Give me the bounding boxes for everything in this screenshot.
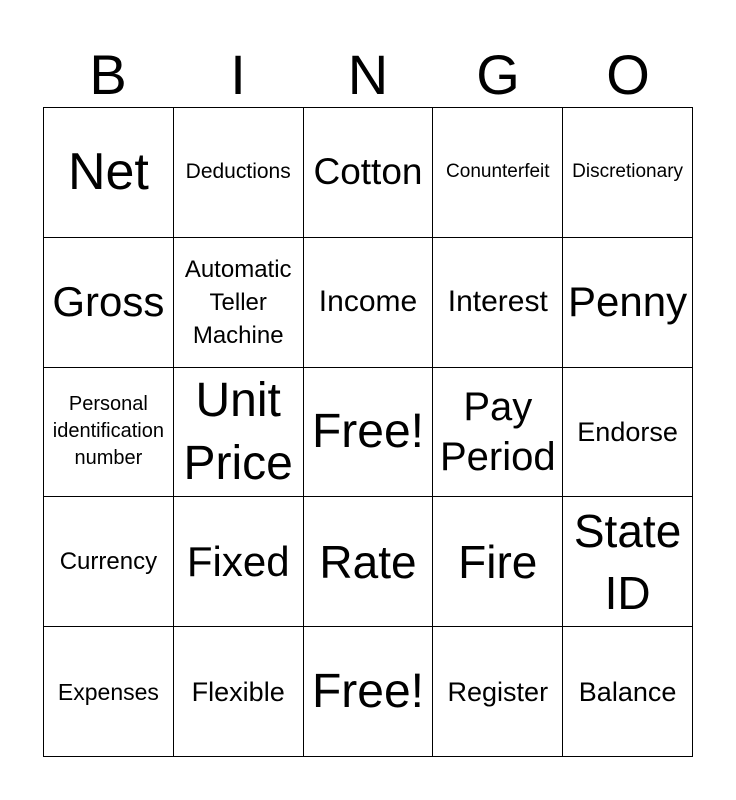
bingo-cell[interactable] <box>174 108 304 238</box>
bingo-cell[interactable] <box>304 108 434 238</box>
cell-label: Unit Price <box>183 373 293 490</box>
cell-label: Endorse <box>577 416 678 447</box>
cell-label: Discretionary <box>572 161 684 183</box>
cell-label: Income <box>318 285 418 319</box>
bingo-card <box>43 107 693 757</box>
header-letter-i: I <box>230 43 246 106</box>
bingo-cell[interactable] <box>563 497 693 627</box>
cell-label: State ID <box>573 504 682 619</box>
bingo-cell[interactable] <box>433 368 563 498</box>
bingo-cell[interactable] <box>44 108 174 238</box>
bingo-cell[interactable] <box>304 238 434 368</box>
cell-label: Fire <box>458 535 538 588</box>
header-letter-b: B <box>89 43 127 106</box>
cell-label: Penny <box>568 278 688 326</box>
bingo-cell[interactable] <box>174 627 304 757</box>
cell-label: Conunterfeit <box>446 161 550 183</box>
bingo-cell[interactable] <box>174 497 304 627</box>
cell-label: Fixed <box>186 537 290 585</box>
cell-label: Balance <box>578 676 677 707</box>
bingo-cell[interactable] <box>433 497 563 627</box>
bingo-cell[interactable] <box>433 238 563 368</box>
bingo-cell[interactable] <box>563 238 693 368</box>
cell-label: Rate <box>319 535 417 588</box>
header-letter-n: N <box>347 43 389 106</box>
bingo-cell[interactable] <box>563 368 693 498</box>
cell-label: Expenses <box>57 678 159 705</box>
cell-label: Net <box>67 143 149 202</box>
bingo-cell[interactable] <box>44 497 174 627</box>
bingo-cell[interactable] <box>44 627 174 757</box>
bingo-cell[interactable] <box>174 368 304 498</box>
cell-label: Personal identification number <box>52 393 164 470</box>
header-letter-g: G <box>476 43 520 106</box>
cell-label: Automatic Teller Machine <box>184 255 292 349</box>
bingo-cell[interactable] <box>433 627 563 757</box>
cell-label: Cotton <box>313 151 423 193</box>
bingo-cell[interactable] <box>563 108 693 238</box>
cell-label: Currency <box>59 547 158 575</box>
cell-label: Interest <box>447 285 548 319</box>
cell-label: Free! <box>311 404 424 458</box>
cell-label: Register <box>447 676 549 707</box>
bingo-cell[interactable] <box>44 368 174 498</box>
bingo-cell[interactable] <box>563 627 693 757</box>
header-letter-o: O <box>606 43 650 106</box>
bingo-cell[interactable] <box>304 497 434 627</box>
bingo-header <box>43 42 693 108</box>
bingo-cell[interactable] <box>433 108 563 238</box>
cell-label: Gross <box>52 278 165 326</box>
cell-label: Deductions <box>185 160 291 184</box>
cell-label: Pay Period <box>439 384 556 479</box>
cell-label: Flexible <box>191 676 285 707</box>
cell-label: Free! <box>311 664 424 718</box>
bingo-cell[interactable] <box>44 238 174 368</box>
bingo-cell free-space[interactable] <box>304 627 434 757</box>
bingo-cell free-space[interactable] <box>304 368 434 498</box>
bingo-cell[interactable] <box>174 238 304 368</box>
